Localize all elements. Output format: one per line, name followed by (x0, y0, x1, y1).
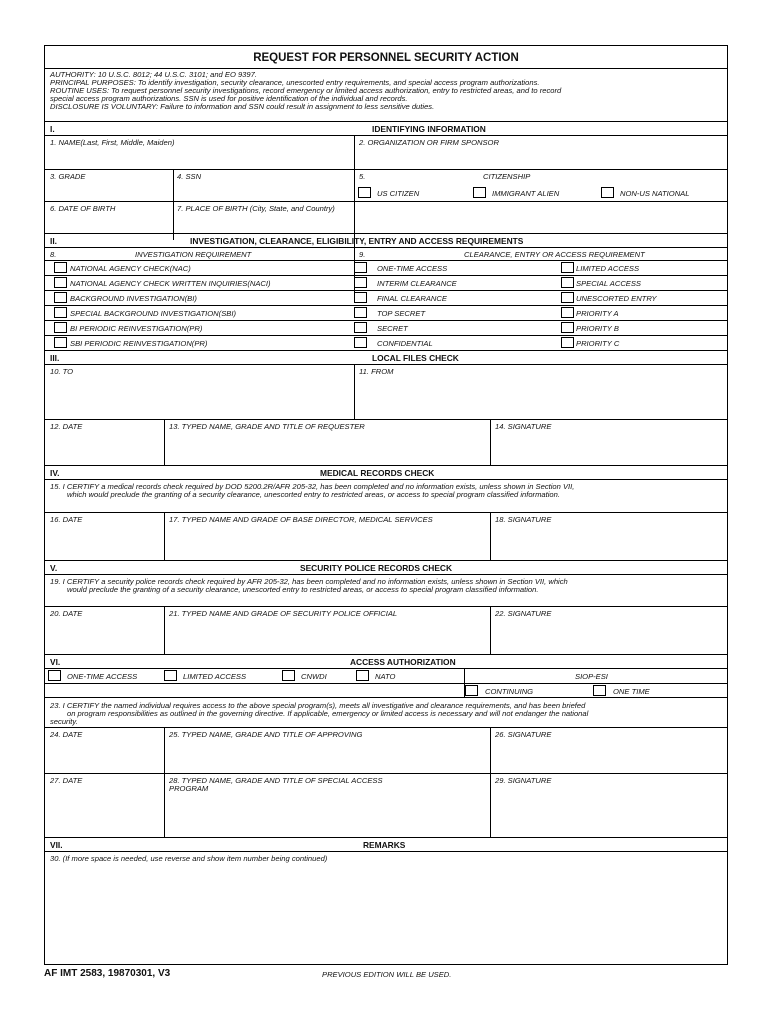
approving-official-label: 25. TYPED NAME, GRADE AND TITLE OF APPROVING (169, 730, 363, 739)
non-us-national-label: NON-US NATIONAL (620, 189, 690, 198)
police-official-label: 21. TYPED NAME AND GRADE OF SECURITY POLICE OFFICIAL (169, 609, 398, 618)
section-number: VII. (50, 840, 63, 850)
cnwdi-label: CNWDI (301, 672, 327, 681)
section-heading: IDENTIFYING INFORMATION (372, 124, 486, 134)
immigrant-alien-checkbox[interactable] (473, 187, 486, 198)
one-time-access-checkbox[interactable] (48, 670, 61, 681)
authority-line: AUTHORITY: 10 U.S.C. 8012; 44 U.S.C. 3101; and EO 9397. (50, 70, 257, 79)
clearance-label: ONE-TIME ACCESS (377, 264, 448, 273)
certification-text: 15. I CERTIFY a medical records check required by DOD 5200.2R/AFR 205-32, has been completed and no information exists, unless shown in Section VII, (50, 482, 575, 491)
nato-checkbox[interactable] (356, 670, 369, 681)
immigrant-alien-label: IMMIGRANT ALIEN (492, 189, 560, 198)
cnwdi-checkbox[interactable] (282, 670, 295, 681)
signature-label: 26. SIGNATURE (495, 730, 552, 739)
section-number: V. (50, 563, 58, 573)
clearance-heading: CLEARANCE, ENTRY OR ACCESS REQUIREMENT (464, 250, 645, 259)
section-number: II. (50, 236, 57, 246)
divider (45, 68, 727, 69)
access-label: SPECIAL ACCESS (576, 279, 641, 288)
investigation-label: SBI PERIODIC REINVESTIGATION(PR) (70, 339, 208, 348)
signature-label: 22. SIGNATURE (495, 609, 552, 618)
form-title: REQUEST FOR PERSONNEL SECURITY ACTION (253, 52, 519, 64)
non-us-national-checkbox[interactable] (601, 187, 614, 198)
section-heading: ACCESS AUTHORIZATION (350, 657, 456, 667)
certification-text: which would preclude the granting of a security clearance, unescorted entry to restricted areas, or access to special program classified information. (67, 490, 560, 499)
access-label: LIMITED ACCESS (576, 264, 640, 273)
certification-text: 23. I CERTIFY the named individual requires access to the above special program(s), meets all investigative and clearance requirements, and has been briefed (50, 701, 586, 710)
grade-label: 3. GRADE (50, 172, 86, 181)
access-checkbox[interactable] (561, 322, 574, 333)
edition-note: PREVIOUS EDITION WILL BE USED. (322, 970, 452, 979)
section-number: III. (50, 353, 60, 363)
date-label: 16. DATE (50, 515, 83, 524)
us-citizen-label: US CITIZEN (377, 189, 420, 198)
ssn-label: 4. SSN (177, 172, 202, 181)
special-access-official-label: 28. TYPED NAME, GRADE AND TITLE OF SPECIAL ACCESS (169, 776, 383, 785)
pob-label: 7. PLACE OF BIRTH (City, State, and Country) (177, 204, 335, 213)
investigation-checkbox[interactable] (54, 277, 67, 288)
date-label: 20. DATE (50, 609, 83, 618)
date-label: 24. DATE (50, 730, 83, 739)
citizenship-number: 5. (359, 172, 366, 181)
investigation-label: BI PERIODIC REINVESTIGATION(PR) (70, 324, 203, 333)
investigation-heading: INVESTIGATION REQUIREMENT (135, 250, 252, 259)
clearance-label: INTERIM CLEARANCE (377, 279, 457, 288)
limited-access-checkbox[interactable] (164, 670, 177, 681)
authority-line: ROUTINE USES: To request personnel security investigations, record emergency or limited access authorization, entry to restricted areas, and to record (50, 86, 562, 95)
certification-text: security. (50, 717, 78, 726)
clearance-label: CONFIDENTIAL (377, 339, 433, 348)
citizenship-label: CITIZENSHIP (483, 172, 531, 181)
signature-label: 18. SIGNATURE (495, 515, 552, 524)
date-label: 27. DATE (50, 776, 83, 785)
nato-label: NATO (375, 672, 396, 681)
clearance-label: TOP SECRET (377, 309, 426, 318)
name-label: 1. NAME(Last, First, Middle, Maiden) (50, 138, 175, 147)
remarks-field[interactable] (49, 866, 723, 960)
one-time-checkbox[interactable] (593, 685, 606, 696)
clearance-checkbox[interactable] (354, 322, 367, 333)
access-checkbox[interactable] (561, 262, 574, 273)
clearance-label: FINAL CLEARANCE (377, 294, 447, 303)
continuing-checkbox[interactable] (465, 685, 478, 696)
access-label: PRIORITY A (576, 309, 619, 318)
clearance-checkbox[interactable] (354, 307, 367, 318)
clearance-label: SECRET (377, 324, 408, 333)
section-number: IV. (50, 468, 60, 478)
section-heading: INVESTIGATION, CLEARANCE, ELIGIBILITY, ENTRY AND ACCESS REQUIREMENTS (190, 236, 524, 246)
section-heading: MEDICAL RECORDS CHECK (320, 468, 435, 478)
signature-label: 14. SIGNATURE (495, 422, 552, 431)
one-time-access-label: ONE-TIME ACCESS (67, 672, 138, 681)
investigation-checkbox[interactable] (54, 307, 67, 318)
requester-label: 13. TYPED NAME, GRADE AND TITLE OF REQUESTER (169, 422, 365, 431)
clearance-checkbox[interactable] (354, 337, 367, 348)
access-label: PRIORITY C (576, 339, 620, 348)
dob-label: 6. DATE OF BIRTH (50, 204, 116, 213)
access-checkbox[interactable] (561, 337, 574, 348)
clearance-checkbox[interactable] (354, 262, 367, 273)
section-number: VI. (50, 657, 61, 667)
investigation-checkbox[interactable] (54, 262, 67, 273)
special-access-official-label: PROGRAM (169, 784, 209, 793)
security-action-form (44, 45, 728, 965)
investigation-checkbox[interactable] (54, 337, 67, 348)
investigation-label: BACKGROUND INVESTIGATION(BI) (70, 294, 197, 303)
access-checkbox[interactable] (561, 307, 574, 318)
clearance-number: 9. (359, 250, 366, 259)
authority-line: PRINCIPAL PURPOSES: To identify investigation, security clearance, unescorted entry requirements, and special access program authorizations. (50, 78, 540, 87)
one-time-label: ONE TIME (613, 687, 650, 696)
clearance-checkbox[interactable] (354, 292, 367, 303)
from-label: 11. FROM (359, 367, 394, 376)
us-citizen-checkbox[interactable] (358, 187, 371, 198)
clearance-checkbox[interactable] (354, 277, 367, 288)
org-label: 2. ORGANIZATION OR FIRM SPONSOR (359, 138, 499, 147)
to-label: 10. TO (50, 367, 74, 376)
continuing-label: CONTINUING (485, 687, 534, 696)
remarks-note: 30. (If more space is needed, use reverse and show item number being continued) (50, 854, 328, 863)
access-checkbox[interactable] (561, 292, 574, 303)
section-heading: REMARKS (363, 840, 406, 850)
investigation-label: NATIONAL AGENCY CHECK WRITTEN INQUIRIES(NACI) (70, 279, 271, 288)
investigation-number: 8. (50, 250, 57, 259)
investigation-label: SPECIAL BACKGROUND INVESTIGATION(SBI) (70, 309, 236, 318)
investigation-checkbox[interactable] (54, 322, 67, 333)
investigation-label: NATIONAL AGENCY CHECK(NAC) (70, 264, 191, 273)
authority-line: DISCLOSURE IS VOLUNTARY: Failure to information and SSN could result in assignment to less sensitive duties. (50, 102, 435, 111)
signature-label: 29. SIGNATURE (495, 776, 552, 785)
director-label: 17. TYPED NAME AND GRADE OF BASE DIRECTOR, MEDICAL SERVICES (169, 515, 433, 524)
form-id: AF IMT 2583, 19870301, V3 (44, 968, 171, 979)
section-number: I. (50, 124, 55, 134)
certification-text: on program responsibilities as outlined in the governing directive. If applicable, emergency or limited access is necessary and will not endanger the national (67, 709, 589, 718)
limited-access-label: LIMITED ACCESS (183, 672, 247, 681)
certification-text: 19. I CERTIFY a security police records check required by AFR 205-32, has been completed and no information exists, unless shown in Section VII, which (50, 577, 568, 586)
access-checkbox[interactable] (561, 277, 574, 288)
date-label: 12. DATE (50, 422, 83, 431)
access-label: PRIORITY B (576, 324, 619, 333)
investigation-checkbox[interactable] (54, 292, 67, 303)
certification-text: would preclude the granting of a security clearance, unescorted entry to restricted areas, or access to special program classified information. (67, 585, 539, 594)
access-label: UNESCORTED ENTRY (576, 294, 657, 303)
section-heading: SECURITY POLICE RECORDS CHECK (300, 563, 453, 573)
section-heading: LOCAL FILES CHECK (372, 353, 459, 363)
siop-esi-label: SIOP-ESI (575, 672, 608, 681)
authority-line: special access program authorizations. SSN is used for positive identification of the individual and records. (50, 94, 408, 103)
